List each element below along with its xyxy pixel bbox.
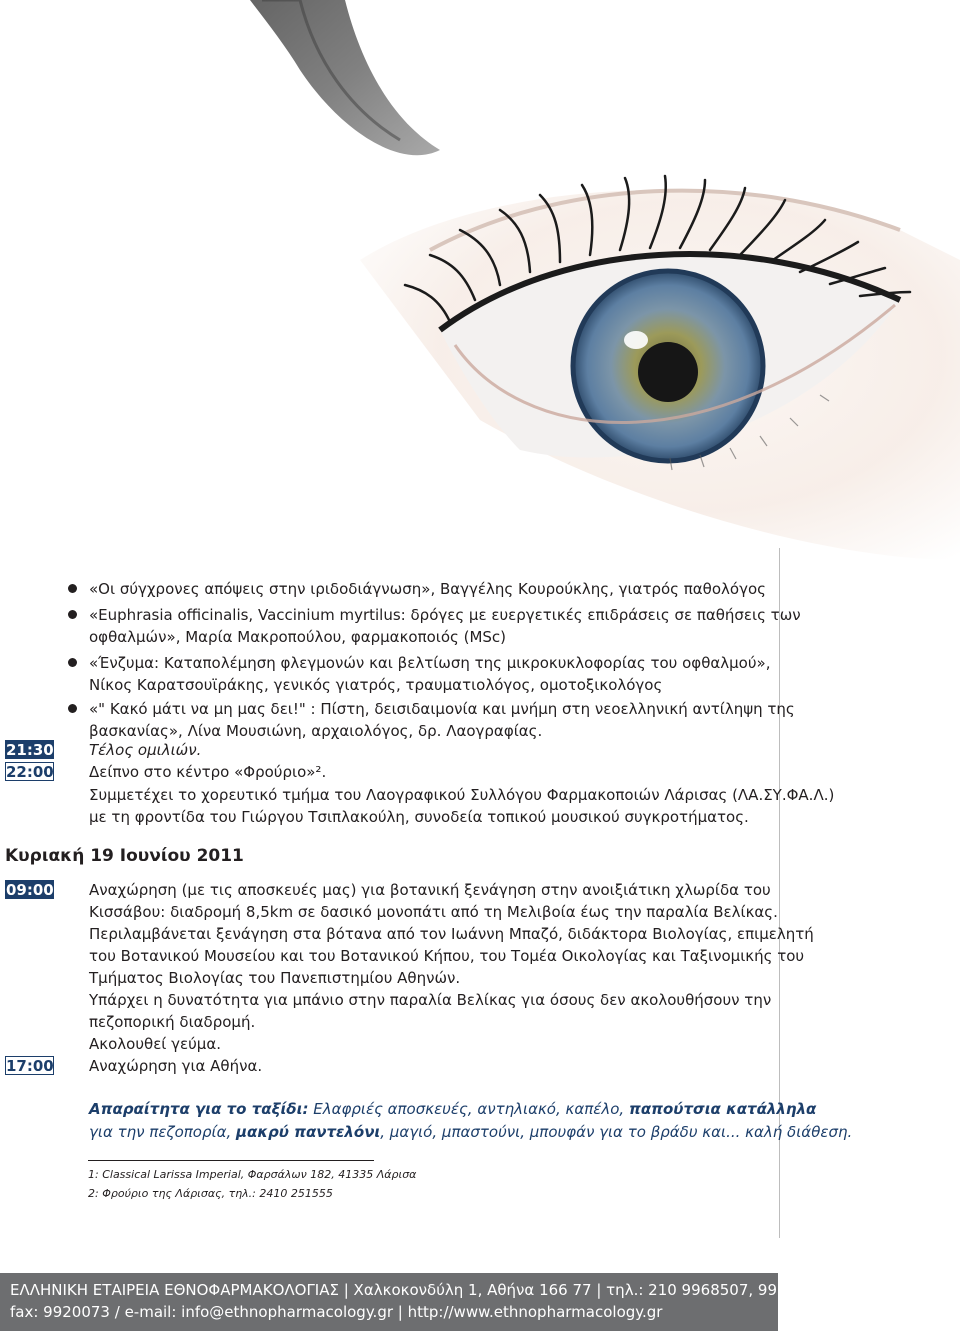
talk-speaker: , Λίνα Μουσιώνη, αρχαιολόγος, δρ. Λαογραφίας. (178, 722, 543, 740)
dinner-line: Δείπνο στο κέντρο «Φρούριο»². (89, 763, 327, 781)
time-badge: 17:00 (6, 1057, 54, 1075)
talk-title: «Οι σύγχρονες απόψεις στην ιριδοδιάγνωση» (89, 580, 431, 598)
sunday-line: Κισσάβου: διαδρομή 8,5km σε δασικό μονοπάτι από τη Μελιβοία έως την παραλία Βελίκας. (89, 903, 778, 921)
sunday-line: του Βοτανικού Μουσείου και του Βοτανικού Κήπου, του Τομέα Οικολογίας και Ταξινομικής του (89, 947, 805, 965)
talk-title: οφθαλμών» (89, 628, 176, 646)
talk-3: «Ένζυμα: Καταπολέμηση φλεγμονών και βελτίωση της μικροκυκλοφορίας του οφθαλμού», (89, 654, 771, 672)
bullet-icon (68, 658, 77, 667)
talk-title: «Euphrasia officinalis, Vaccinium myrtilus: δρόγες με ευεργετικές επιδράσεις σε παθήσεις των (89, 606, 801, 624)
essentials-line-2: για την πεζοπορία, μακρύ παντελόνι, μαγιό, μπαστούνι, μπουφάν για το βράδυ και... καλή διάθεση. (89, 1123, 853, 1141)
sunday-heading: Κυριακή 19 Ιουνίου 2011 (5, 846, 244, 866)
talk-title: βασκανίας» (89, 722, 179, 740)
bullet-icon (68, 584, 77, 593)
eye-illustration (0, 0, 960, 590)
footnote-1: 1: Classical Larissa Imperial, Φαρσάλων 182, 41335 Λάρισα (88, 1168, 417, 1181)
talk-speaker: , Μαρία Μακροπούλου, φαρμακοποιός (MSc) (175, 628, 507, 646)
sunday-line: Ακολουθεί γεύμα. (89, 1035, 222, 1053)
hero-eye-image (0, 0, 960, 590)
talk-speaker: , Βαγγέλης Κουρούκλης, γιατρός παθολόγος (430, 580, 766, 598)
time-badge: 09:00 (6, 881, 54, 899)
time-badge: 21:30 (6, 741, 54, 759)
footer-line-2: fax: 9920073 / e-mail: info@ethnopharmacology.gr | http://www.ethnopharmacology.gr (10, 1303, 663, 1321)
time-badge: 22:00 (6, 763, 54, 781)
talk-4 (89, 698, 795, 720)
sunday-line: Αναχώρηση (με τις αποσκευές μας) για βοτανική ξενάγηση στην ανοιξιάτικη χλωρίδα του (89, 881, 771, 899)
talk-title: «Ένζυμα: Καταπολέμηση φλεγμονών και βελτίωση της μικροκυκλοφορίας του οφθαλμού» (89, 654, 766, 672)
essentials-line-1: Απαραίτητα για το ταξίδι: Ελαφριές αποσκευές, αντηλιακό, καπέλο, παπούτσια κατάλληλα (89, 1100, 817, 1118)
departure-line: Αναχώρηση για Αθήνα. (89, 1057, 263, 1075)
talk-1 (89, 578, 766, 600)
footer-line-1: ΕΛΛΗΝΙΚΗ ΕΤΑΙΡΕΙΑ ΕΘΝΟΦΑΡΜΑΚΟΛΟΓΙΑΣ | Χαλκοκονδύλη 1, Αθήνα 166 77 | τηλ.: 210 9968507, 9921200 (10, 1281, 825, 1299)
sunday-line: πεζοπορική διαδρομή. (89, 1013, 256, 1031)
talk-3-cont (89, 674, 662, 696)
talk-speaker: Νίκος Καρατσουϊράκης, γενικός γιατρός, τραυματιολόγος, ομοτοξικολόγος (89, 676, 663, 694)
dance-line-1: Συμμετέχει το χορευτικό τμήμα του Λαογραφικού Συλλόγου Φαρμακοποιών Λάρισας (ΛΑ.ΣΥ.ΦΑ.Λ.) (89, 786, 835, 804)
talk-title: «" Κακό μάτι να μη μας δει!" : Πίστη, δεισιδαιμονία και μνήμη στη νεοελληνική αντίληψη της (89, 700, 795, 718)
bullet-icon (68, 704, 77, 713)
footer-bar (0, 1273, 825, 1331)
sunday-line: Υπάρχει η δυνατότητα για μπάνιο στην παραλία Βελίκας για όσους δεν ακολουθήσουν την (89, 991, 772, 1009)
sunday-line: Περιλαμβάνεται ξενάγηση στα βότανα από τον Ιωάννη Μπαζό, διδάκτορα Βιολογίας, επιμελητή (89, 925, 814, 943)
bullet-icon (68, 610, 77, 619)
talk-2-cont (89, 626, 506, 648)
footnote-divider (88, 1160, 374, 1161)
sunday-line: Τμήματος Βιολογίας του Πανεπιστημίου Αθηνών. (89, 969, 461, 987)
footnote-2: 2: Φρούριο της Λάρισας, τηλ.: 2410 251555 (88, 1187, 333, 1200)
essentials-label: Απαραίτητα για το ταξίδι: (89, 1100, 309, 1118)
talk-2 (89, 604, 801, 626)
dance-line-2: με τη φροντίδα του Γιώργου Τσιπλακούλη, συνοδεία τοπικού μουσικού συγκροτήματος. (89, 808, 749, 826)
end-of-talks: Τέλος ομιλιών. (89, 741, 202, 759)
